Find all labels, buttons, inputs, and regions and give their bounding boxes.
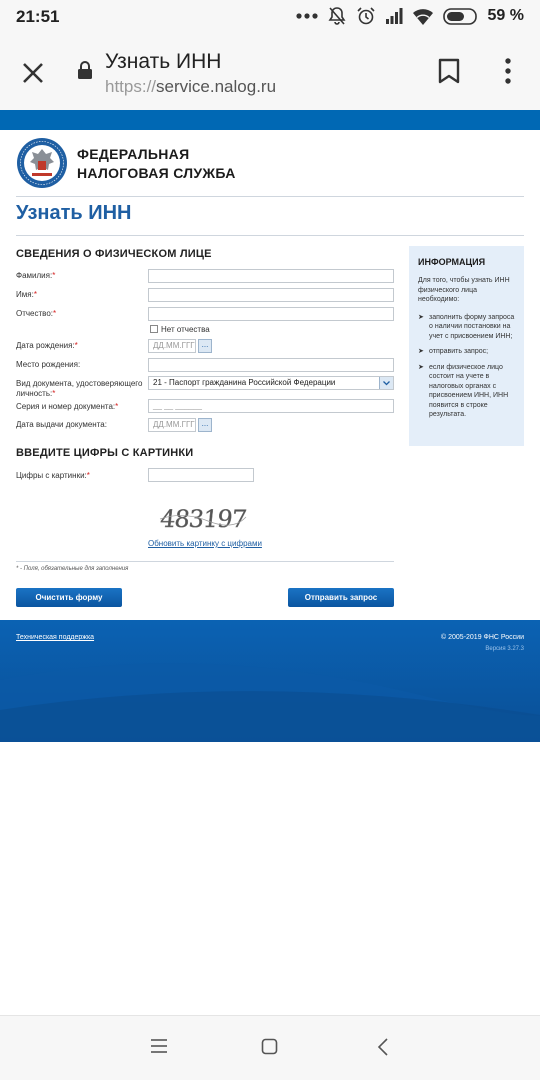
doc-date-input[interactable]: ДД.ММ.ГГГ (148, 418, 196, 432)
birth-place-input[interactable] (148, 358, 394, 372)
wifi-icon (412, 8, 434, 25)
divider (16, 235, 524, 236)
doc-number-label: Серия и номер документа:* (16, 402, 119, 411)
info-list-item: ➤ отправить запрос; (418, 348, 489, 355)
no-patronymic-checkbox[interactable] (150, 325, 158, 333)
info-list-item: ➤ если физическое лицо состоит на учете в налоговых органах с присвоением ИНН, ИНН появится в строке результата. (418, 363, 509, 418)
status-time: 21:51 (16, 7, 60, 26)
captcha-label: Цифры с картинки:* (16, 471, 90, 480)
menu-icon[interactable] (150, 1038, 168, 1059)
signal-icon (385, 8, 403, 24)
name-label: Имя:* (16, 290, 37, 299)
birth-date-input[interactable]: ДД.ММ.ГГГ (148, 339, 196, 353)
url-host: service.nalog.ru (156, 77, 277, 96)
birth-date-picker-button[interactable]: ... (198, 339, 212, 353)
captcha-text: 483197 (158, 505, 248, 533)
web-page (0, 110, 540, 742)
status-icons (296, 6, 524, 26)
info-panel (409, 246, 524, 446)
doc-number-input[interactable]: __ __ ______ (148, 399, 394, 413)
doc-type-select[interactable] (148, 376, 394, 390)
patronymic-label: Отчество:* (16, 309, 57, 318)
patronymic-input[interactable] (148, 307, 394, 321)
browser-toolbar (0, 34, 540, 110)
org-name-line2: НАЛОГОВАЯ СЛУЖБА (77, 165, 236, 181)
section-title-person: СВЕДЕНИЯ О ФИЗИЧЕСКОМ ЛИЦЕ (16, 248, 212, 260)
required-note: * - Поля, обязательные для заполнения (16, 566, 129, 572)
overflow-menu-icon[interactable] (504, 58, 512, 89)
doc-date-picker-button[interactable]: ... (198, 418, 212, 432)
doc-type-label: Вид документа, удостоверяющего личность:* (16, 379, 143, 398)
info-intro: Для того, чтобы узнать ИНН физического лица необходимо: (418, 277, 510, 303)
doc-type-value: 21 - Паспорт гражданина Российской Федерации (153, 378, 336, 387)
copyright: © 2005-2019 ФНС России (441, 634, 524, 641)
chevron-down-icon[interactable] (379, 377, 393, 389)
divider (16, 196, 524, 197)
fns-emblem-logo (16, 137, 68, 189)
info-title: ИНФОРМАЦИЯ (418, 257, 486, 267)
section-title-captcha: ВВЕДИТЕ ЦИФРЫ С КАРТИНКИ (16, 447, 194, 459)
alarm-icon (356, 6, 376, 26)
info-list-item: ➤ заполнить форму запроса о наличии постановки на учет с присвоением ИНН; (418, 313, 515, 340)
surname-label: Фамилия:* (16, 271, 56, 280)
browser-url[interactable] (105, 77, 276, 97)
site-footer (0, 620, 540, 742)
org-name (77, 145, 236, 183)
captcha-input[interactable] (148, 468, 254, 482)
page-heading: Узнать ИНН (16, 202, 132, 224)
surname-input[interactable] (148, 269, 394, 283)
doc-date-label: Дата выдачи документа: (16, 420, 107, 429)
arrow-bullet-icon: ➤ (418, 348, 424, 355)
browser-page-title: Узнать ИНН (105, 50, 222, 73)
captcha-image (158, 503, 248, 535)
battery-percent: 59 % (487, 7, 524, 24)
arrow-bullet-icon: ➤ (418, 313, 424, 321)
name-input[interactable] (148, 288, 394, 302)
bookmark-icon[interactable] (438, 58, 460, 89)
back-chevron-icon[interactable] (376, 1038, 390, 1061)
tech-support-link[interactable]: Техническая поддержка (16, 634, 95, 641)
close-icon[interactable] (20, 60, 46, 86)
birth-date-label: Дата рождения:* (16, 341, 78, 350)
arrow-bullet-icon: ➤ (418, 363, 424, 371)
more-dots-icon (296, 12, 318, 20)
birth-place-label: Место рождения: (16, 360, 81, 369)
home-square-icon[interactable] (261, 1038, 279, 1061)
system-nav-bar (0, 1015, 540, 1080)
refresh-captcha-link[interactable]: Обновить картинку с цифрами (148, 539, 262, 548)
version: Версия 3.27.3 (485, 646, 524, 652)
submit-request-button[interactable]: Отправить запрос (288, 588, 394, 607)
no-patronymic-label: Нет отчества (161, 325, 210, 334)
battery-icon (443, 8, 479, 25)
mute-icon (327, 6, 347, 26)
status-bar (0, 0, 540, 34)
lock-icon (77, 60, 93, 85)
clear-form-button[interactable]: Очистить форму (16, 588, 122, 607)
url-protocol: https:// (105, 77, 157, 96)
divider (16, 561, 394, 562)
top-stripe (0, 110, 540, 130)
org-name-line1: ФЕДЕРАЛЬНАЯ (77, 146, 190, 162)
